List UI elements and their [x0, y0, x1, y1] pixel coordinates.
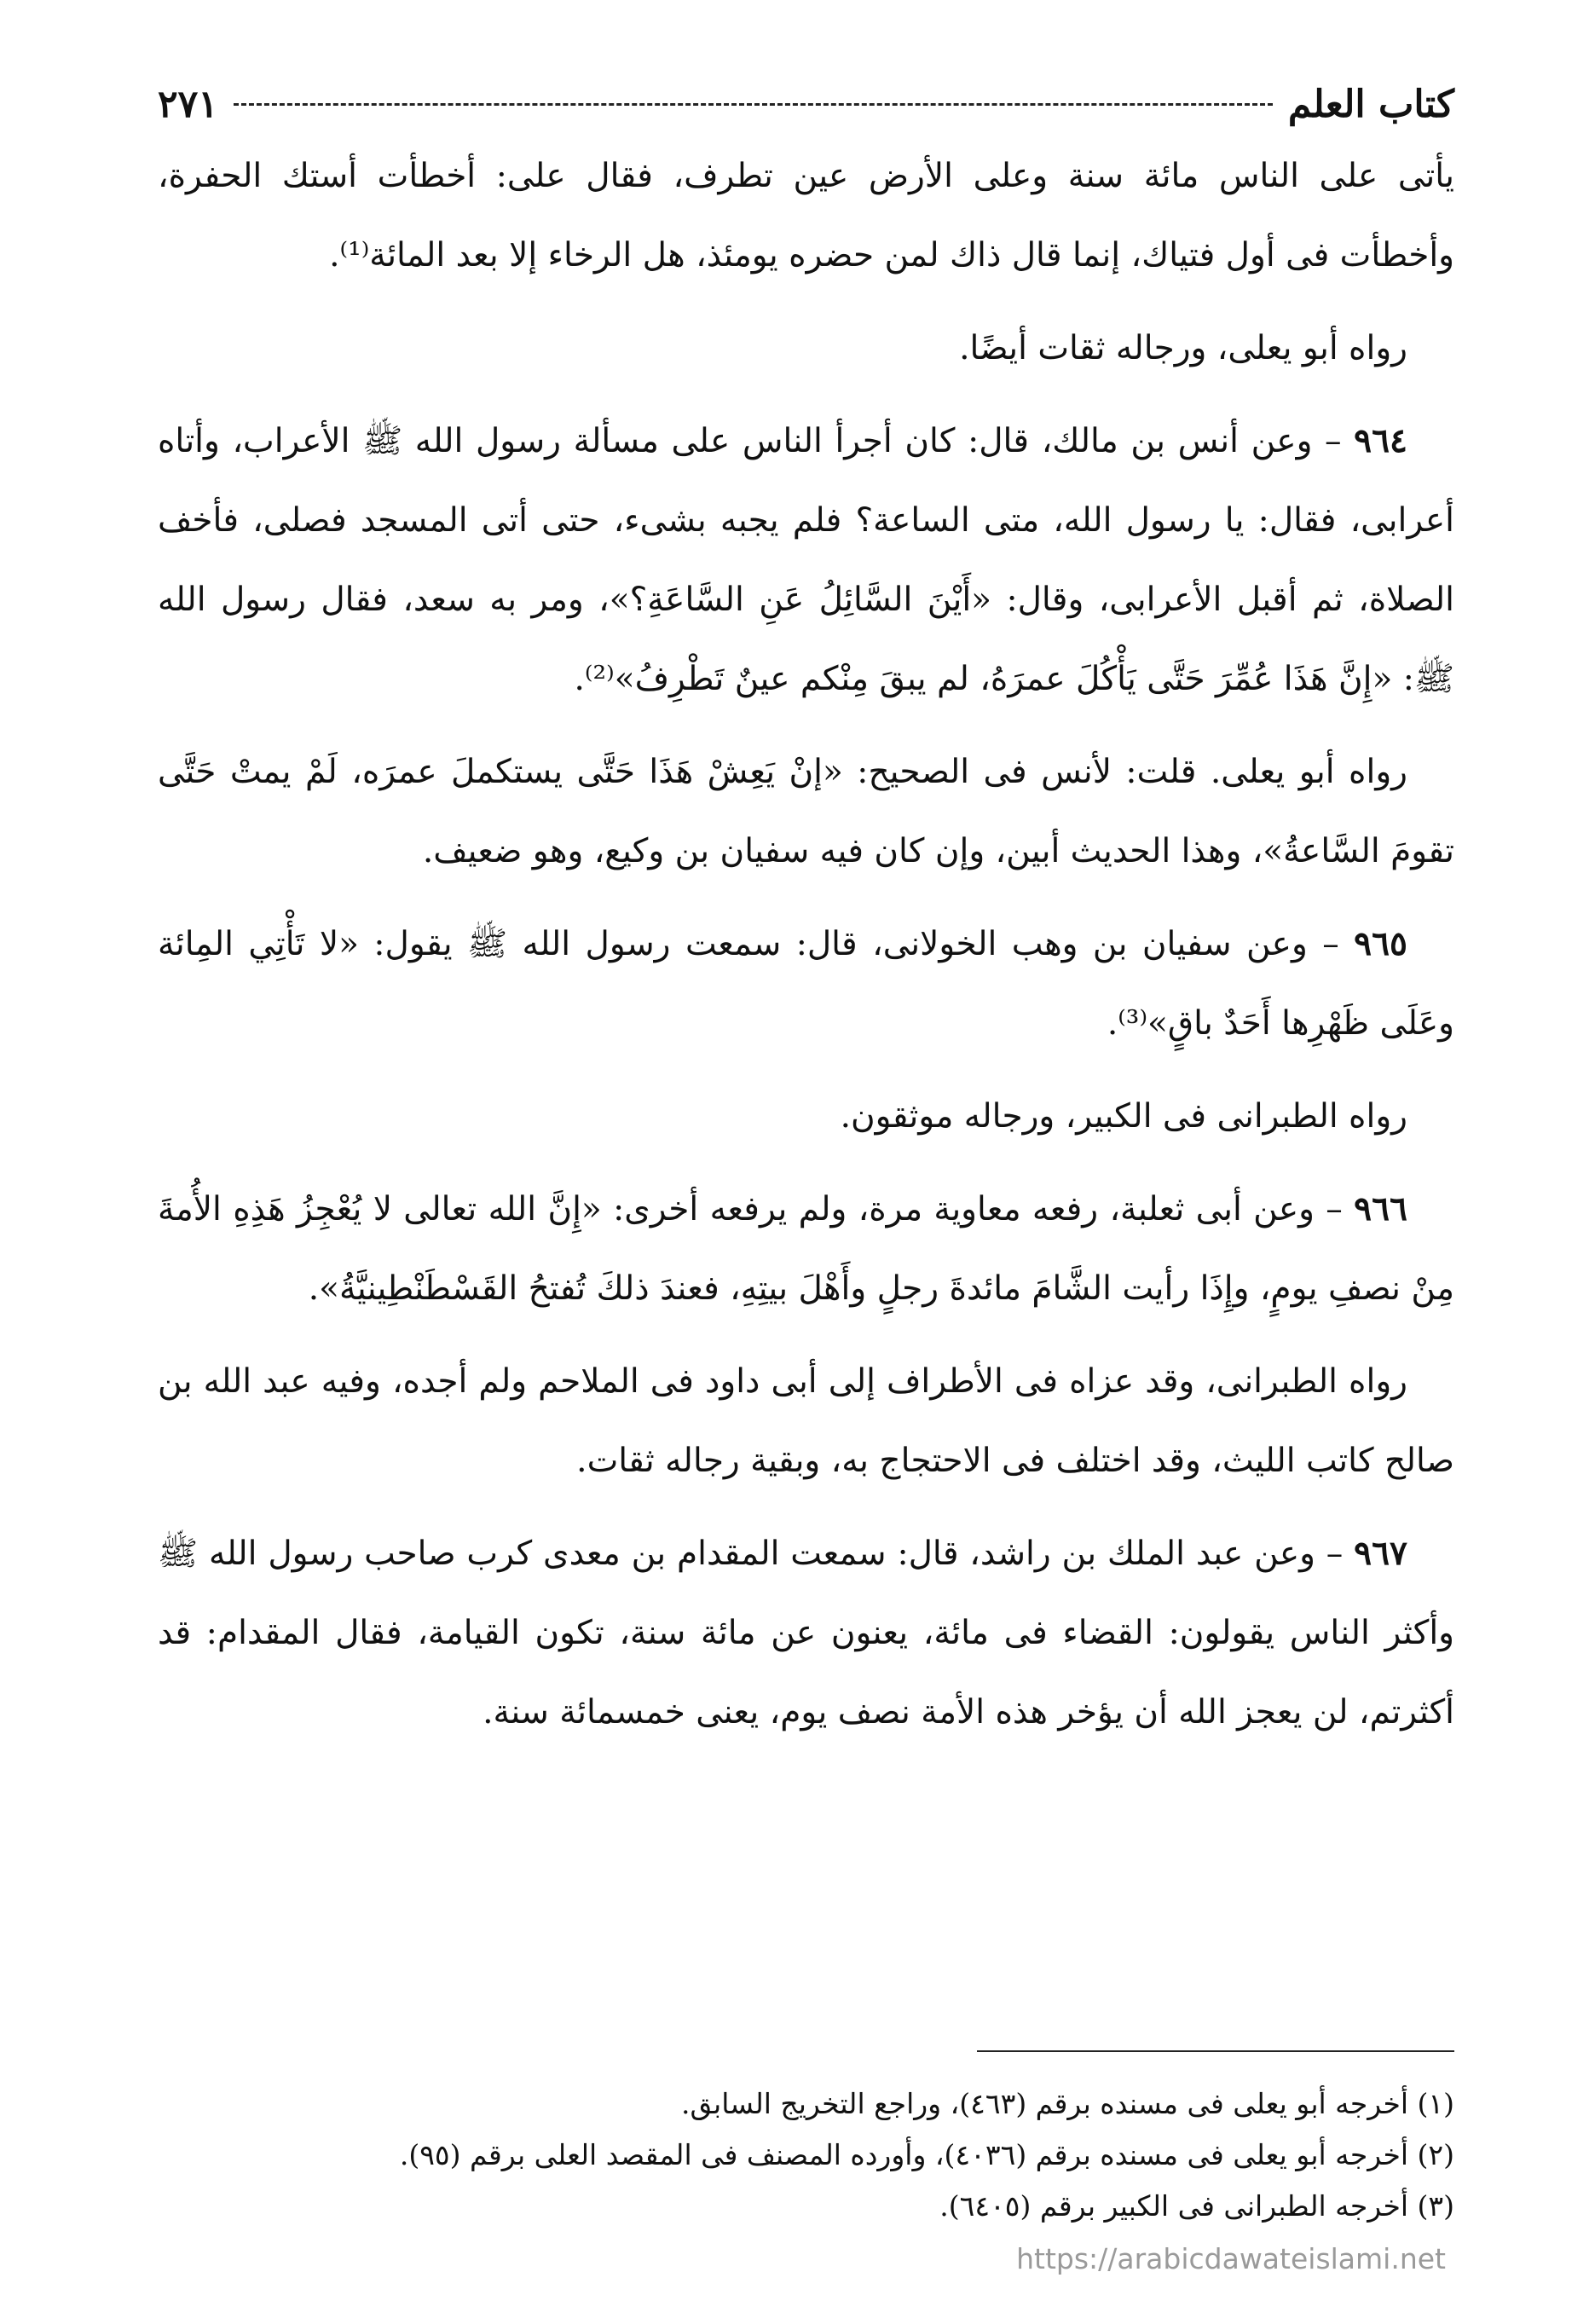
paragraph-text: – وعن أنس بن مالك، قال: كان أجرأ الناس على مسألة رسول الله ﷺ الأعراب، وأتاه أعرابى، فقال: يا رسول الله، متى الساعة؟ فلم يجبه بشىء، حتى أتى المسجد فصلى، فأخف الصلاة، ثم أقبل الأعرابى، وقال: «أَيْنَ السَّائِلُ عَنِ السَّاعَةِ؟»، ومر به سعد، فقال رسول الله ﷺ: «إِنَّ هَذَا عُمِّرَ حَتَّى يَأْكُلَ عمرَهُ، لم يبقَ مِنْكم عينٌ تَطْرِفُ»⁽²⁾.: [158, 422, 1454, 698]
paragraph-text: رواه الطبرانى فى الكبير، ورجاله موثقون.: [840, 1097, 1407, 1136]
page-number: ٢٧١: [158, 82, 218, 126]
footnote: (٣) أخرجه الطبرانى فى الكبير برقم (٦٤٠٥).: [939, 2189, 1454, 2223]
watermark-url: https://arabicdawateislami.net: [1016, 2242, 1446, 2275]
paragraph-text: – وعن أبى ثعلبة، رفعه معاوية مرة، ولم يرفعه أخرى: «إِنَّ الله تعالى لا يُعْجِزُ هَذِهِ الأُمةَ مِنْ نصفِ يومٍ، وإِذَا رأيت الشَّامَ مائدةَ رجلٍ وأَهْلَ بيتِهِ، فعندَ ذلكَ تُفتحُ القَسْطَنْطِينيَّةُ».: [158, 1190, 1454, 1308]
paragraph-text: يأتى على الناس مائة سنة وعلى الأرض عين تطرف، فقال على: أخطأت أستك الحفرة، وأخطأت فى أول فتياك، إنما قال ذاك لمن حضره يومئذ، هل الرخاء إلا بعد المائة⁽¹⁾.: [158, 157, 1454, 275]
paragraph: [158, 1342, 1454, 1500]
paragraph-text: – وعن سفيان بن وهب الخولانى، قال: سمعت رسول الله ﷺ يقول: «لا تَأْتِي المِائة وعَلَى ظَهْرِها أَحَدٌ باقٍ»⁽³⁾.: [158, 925, 1454, 1043]
paragraph-text: – وعن عبد الملك بن راشد، قال: سمعت المقدام بن معدى كرب صاحب رسول الله ﷺ وأكثر الناس يقولون: القضاء فى مائة، يعنون عن مائة سنة، تكون القيامة، فقال المقدام: قد أكثرتم، لن يعجز الله أن يؤخر هذه الأمة نصف يوم، يعنى خمسمائة سنة.: [158, 1535, 1454, 1731]
paragraph: [158, 136, 1454, 295]
hadith-number: ٩٦٤: [1354, 421, 1407, 460]
footnotes: [158, 2078, 1454, 2232]
footnote: (١) أخرجه أبو يعلى فى مسنده برقم (٤٦٣)، وراجع التخريج السابق.: [681, 2087, 1454, 2120]
hadith-paragraph: [158, 1514, 1454, 1752]
hadith-number: ٩٦٧: [1354, 1534, 1407, 1573]
hadith-paragraph: [158, 402, 1454, 719]
paragraph-text: رواه الطبرانى، وقد عزاه فى الأطراف إلى أبى داود فى الملاحم ولم أجده، وفيه عبد الله بن صالح كاتب الليث، وقد اختلف فى الاحتجاج به، وبقية رجاله ثقات.: [158, 1362, 1454, 1480]
hadith-number: ٩٦٦: [1354, 1189, 1407, 1228]
paragraph-text: رواه أبو يعلى، ورجاله ثقات أيضًا.: [959, 329, 1407, 367]
hadith-paragraph: [158, 905, 1454, 1063]
footnote: (٢) أخرجه أبو يعلى فى مسنده برقم (٤٠٣٦)، وأورده المصنف فى المقصد العلى برقم (٩٥).: [399, 2138, 1454, 2171]
footnote-divider: [977, 2050, 1454, 2052]
header-rule: [234, 103, 1273, 106]
chapter-title: كتاب العلم: [1287, 82, 1454, 126]
paragraph-text: رواه أبو يعلى. قلت: لأنس فى الصحيح: «إنْ يَعِشْ هَذَا حَتَّى يستكملَ عمرَه، لَمْ يمتْ حَتَّى تقومَ السَّاعةُ»، وهذا الحديث أبين، وإن كان فيه سفيان بن وكيع، وهو ضعيف.: [158, 753, 1454, 870]
hadith-paragraph: [158, 1170, 1454, 1328]
paragraph: [158, 309, 1454, 388]
main-text: [158, 136, 1454, 1766]
page-header: [158, 78, 1454, 130]
paragraph: [158, 732, 1454, 891]
paragraph: [158, 1077, 1454, 1156]
hadith-number: ٩٦٥: [1354, 924, 1407, 963]
